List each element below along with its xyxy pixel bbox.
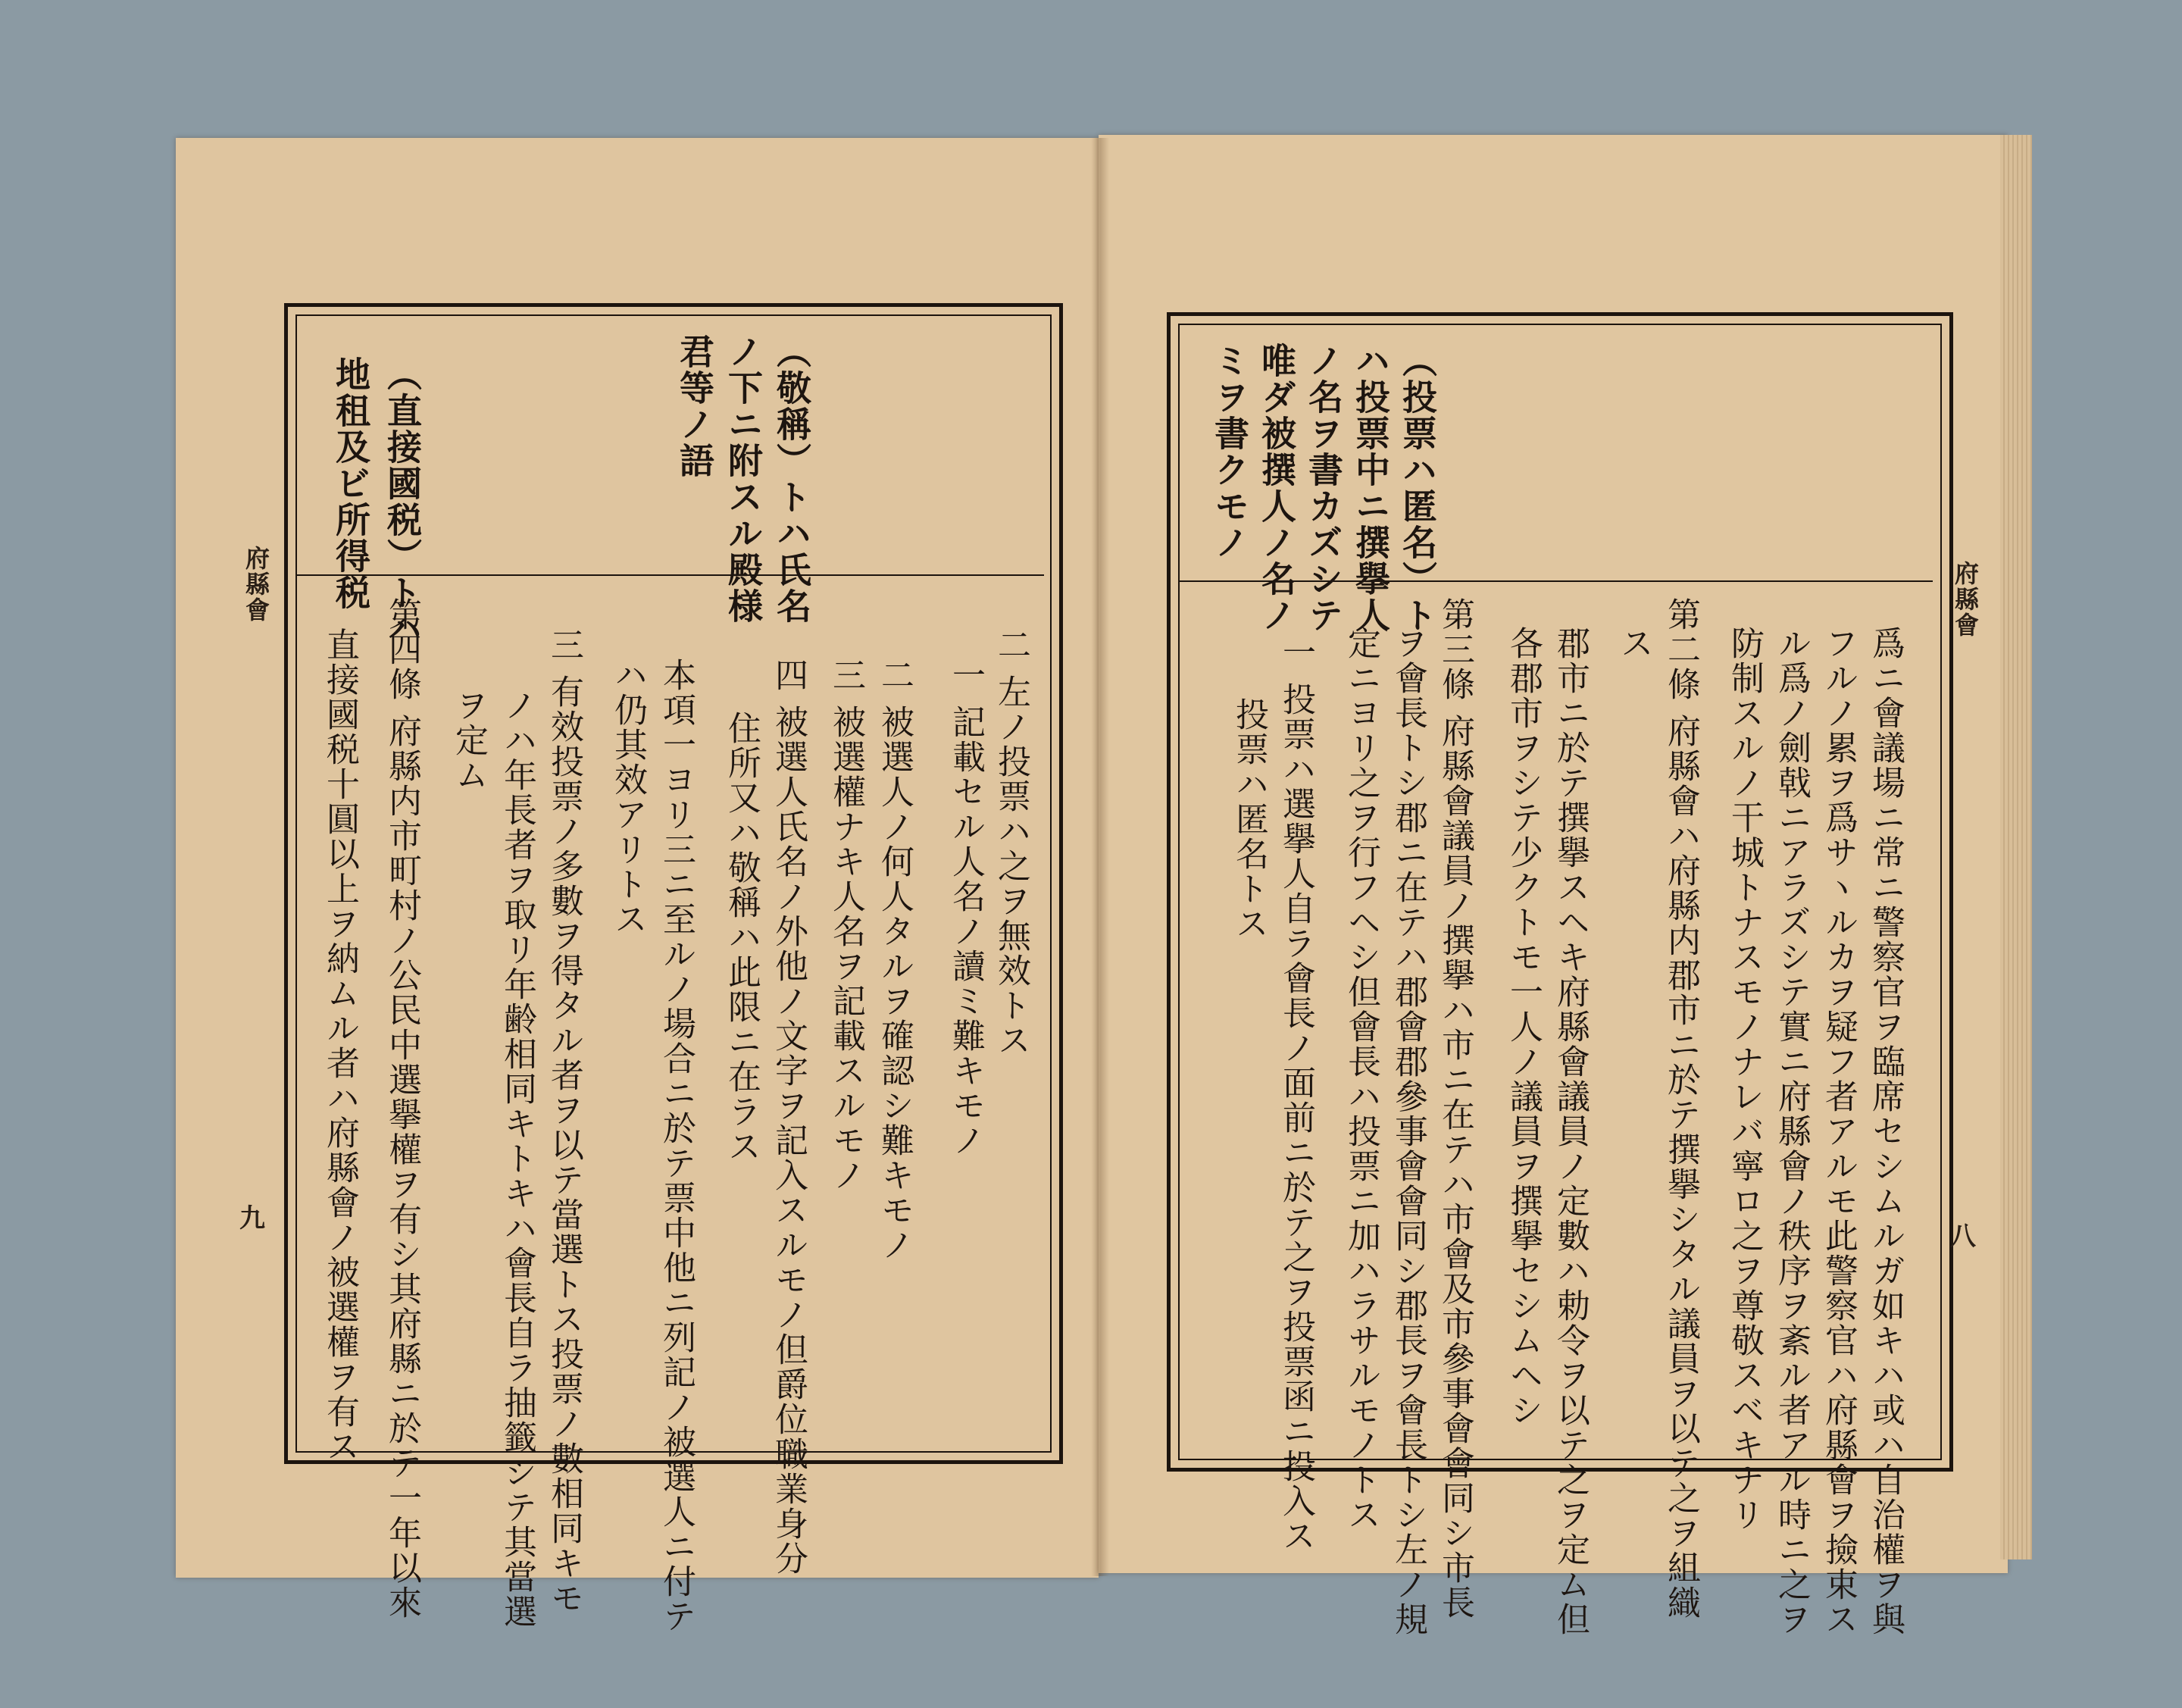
right-note-line: ミヲ書クモノ: [1209, 343, 1250, 561]
left-page-number: 九: [239, 1203, 265, 1234]
book-gutter: [1091, 138, 1109, 1576]
left-body-line: 四 被選人氏名ノ外他ノ文字ヲ記入スルモノ但爵位職業身分: [769, 658, 808, 1576]
right-note-line: 唯ダ被撰人ノ名ノ: [1256, 343, 1297, 633]
left-body-line: 住所又ハ敬稱ハ此限ニ在ラス: [722, 711, 761, 1164]
left-body-line: 二 左ノ投票ハ之ヲ無效トス: [992, 627, 1030, 1058]
left-body-line: 三 有效投票ノ多數ヲ得タル者ヲ以テ當選トス投票ノ數相同キモ: [545, 627, 583, 1616]
right-note-line: （投票ハ匿名）ト: [1397, 343, 1438, 633]
left-body-line: 第四條 府縣内市町村ノ公民中選擧權ヲ有シ其府縣ニ於テ一年以來: [383, 597, 421, 1620]
left-body-line: 一 記載セル人名ノ讀ミ難キモノ: [946, 658, 985, 1158]
left-running-head: 府縣會: [242, 546, 270, 623]
left-note-line: （敬稱）トハ氏名: [771, 333, 812, 624]
left-body-line: 直接國税十圓以上ヲ納ムル者ハ府縣會ノ被選權ヲ有ス: [320, 627, 359, 1464]
right-note-line: ノ名ヲ書カズシテ: [1303, 343, 1344, 633]
right-page-number: 八: [1950, 1222, 1976, 1252]
right-body-line: 各郡市ヲシテ少クトモ一人ノ議員ヲ撰擧セシムヘシ: [1504, 626, 1543, 1428]
left-note-line: （直接國税）トハ: [382, 356, 423, 647]
right-body-line: フルノ累ヲ爲サヽルカヲ疑フ者アルモ此警察官ハ府縣會ヲ撿束ス: [1819, 626, 1858, 1637]
left-body-line: 三 被選權ナキ人名ヲ記載スルモノ: [827, 658, 865, 1193]
right-body-line: 防制スルノ干城トナスモノナレバ寧ロ之ヲ尊敬スベキナリ: [1725, 626, 1764, 1532]
right-running-head: 府縣會: [1951, 561, 1980, 638]
left-body-line: ハ仍其效アリトス: [608, 658, 647, 937]
right-body-line: 一 投票ハ選擧人自ラ會長ノ面前ニ於テ之ヲ投票函ニ投入ス: [1277, 635, 1315, 1553]
left-body-line: 二 被選人ノ何人タルヲ確認シ難キモノ: [875, 658, 914, 1262]
right-body-line: 第二條 府縣會ハ府縣内郡市ニ於テ撰擧シタル議員ヲ以テ之ヲ組織: [1662, 597, 1700, 1620]
right-body-line: 投票ハ匿名トス: [1230, 697, 1268, 941]
right-note-line: ハ投票中ニ撰擧人: [1350, 343, 1391, 633]
page-edges: [2000, 135, 2032, 1559]
right-body-line: ヲ會長トシ郡ニ在テハ郡會郡參事會會同シ郡長ヲ會長トシ左ノ規: [1389, 626, 1427, 1637]
right-body-line: 郡市ニ於テ撰擧スヘキ府縣會議員ノ定數ハ勅令ヲ以テ之ヲ定ム但: [1551, 626, 1590, 1637]
left-body-line: ノハ年長者ヲ取リ年齢相同キトキハ會長自ラ抽籤シテ其當選: [498, 688, 536, 1629]
left-note-line: 地租及ビ所得税: [330, 356, 371, 611]
right-body-line: ス: [1615, 626, 1653, 661]
left-body-line: 本項一ヨリ三ニ至ルノ場合ニ於テ票中他ニ列記ノ被選人ニ付テ: [657, 658, 696, 1634]
left-body-line: ヲ定ム: [449, 688, 488, 793]
right-body-line: 定ニヨリ之ヲ行フヘシ但會長ハ投票ニ加ハラサルモノトス: [1342, 626, 1380, 1532]
right-body-line: 爲ニ會議場ニ常ニ警察官ヲ臨席セシムルガ如キハ或ハ自治權ヲ與: [1866, 626, 1905, 1637]
left-note-line: 君等ノ語: [674, 333, 715, 479]
right-body-line: ル爲ノ劍戟ニアラズシテ實ニ府縣會ノ秩序ヲ紊ル者アル時ニ之ヲ: [1772, 626, 1811, 1637]
right-body-line: 第三條 府縣會議員ノ撰擧ハ市ニ在テハ市會及市參事會會同シ市長: [1436, 597, 1474, 1620]
left-note-line: ノ下ニ附スル殿様: [723, 333, 764, 624]
